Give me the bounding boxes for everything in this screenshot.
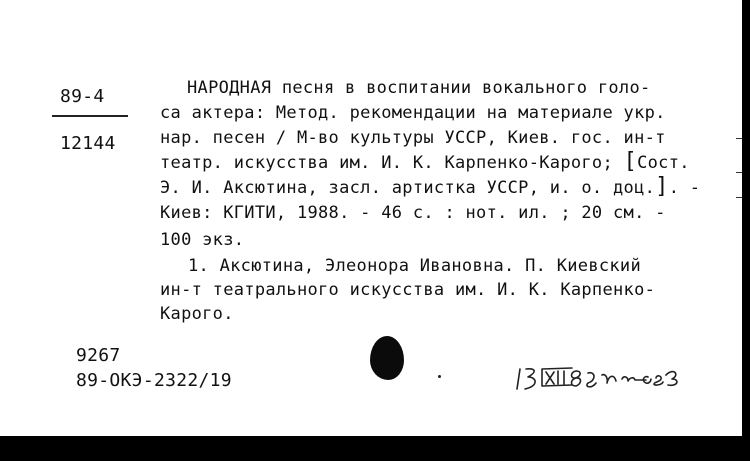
entry-line-2: са актера: Метод. рекомендации на материале укр. bbox=[160, 103, 666, 123]
call-number-divider bbox=[52, 115, 128, 117]
entry-line-1: НАРОДНАЯ песня в воспитании вокального голо- bbox=[187, 78, 651, 98]
entry-line-5-text: Э. И. Аксютина, засл. артистка УССР, и. о. доц. bbox=[160, 178, 656, 198]
entry-line-3: нар. песен / М-во культуры УССР, Киев. гос. ин-т bbox=[160, 128, 666, 148]
entry-line-4-text: театр. искусства им. И. К. Карпенко-Карого; bbox=[160, 153, 624, 173]
scan-edge-right bbox=[742, 0, 750, 461]
entry-line-5-tail: . - bbox=[668, 178, 701, 198]
handwritten-note bbox=[512, 355, 722, 403]
ink-blot bbox=[370, 336, 404, 380]
bracket-sost: Сост. bbox=[637, 153, 690, 173]
scan-edge-bottom bbox=[0, 436, 750, 461]
bracket-open: [ bbox=[623, 149, 638, 174]
entry-line-7: 100 экз. bbox=[160, 230, 245, 250]
bracket-close: ] bbox=[655, 174, 669, 199]
entry-line-4 bbox=[160, 149, 690, 174]
entry-line-5 bbox=[160, 174, 701, 199]
subject-line-3: Карого. bbox=[160, 304, 234, 324]
registration-code: 89-ОКЭ-2322/19 bbox=[76, 370, 232, 391]
subject-line-1: 1. Аксютина, Элеонора Ивановна. П. Киевский bbox=[188, 256, 641, 276]
inventory-number: 9267 bbox=[76, 345, 121, 366]
ink-dot bbox=[438, 375, 441, 378]
subject-line-2: ин-т театрального искусства им. И. К. Карпенко- bbox=[160, 280, 656, 300]
entry-line-6: Киев: КГИТИ, 1988. - 46 с. : нот. ил. ; 20 см. - bbox=[160, 203, 666, 223]
call-number-top: 89-4 bbox=[60, 86, 105, 107]
call-number-bottom: 12144 bbox=[60, 133, 116, 154]
